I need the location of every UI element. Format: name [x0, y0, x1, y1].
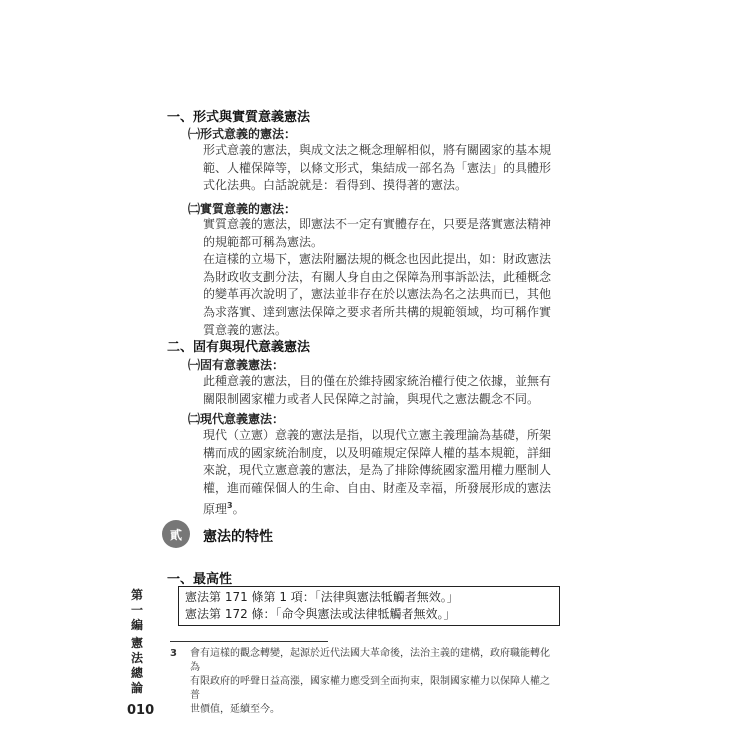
text-fragment: 原理	[203, 502, 228, 517]
text-line: 關限制國家權力或者人民保障之討論，與現代之憲法觀念不同。	[203, 391, 540, 406]
text-line: 為求落實、達到憲法保障之要求者所共構的規範領域，均可稱作實	[203, 304, 552, 319]
footnote-reference[interactable]: 3	[227, 501, 233, 511]
text-line: 在這樣的立場下，憲法附屬法規的概念也因此提出，如：財政憲法	[203, 252, 552, 267]
footnote-divider	[170, 641, 328, 642]
text-line: 實質意義的憲法，即憲法不一定有實體存在，只要是落實憲法精神	[203, 217, 552, 231]
text-line: 來說，現代立憲意義的憲法，是為了排除傳統國家濫用權力壓制人	[203, 463, 552, 478]
text-line: 構而成的國家統治制度，以及明確規定保障人權的基本規範，詳細	[203, 445, 552, 460]
text-line: 為財政收支劃分法，有關人身自由之保障為刑事訴訟法，此種概念	[203, 269, 552, 284]
text-line: 權，進而確保個人的生命、自由、財產及幸福，所發展形成的憲法	[203, 480, 552, 495]
footnote-line: 有限政府的呼聲日益高漲，國家權力應受到全面拘束，限制國家權力以保障人權之普	[190, 676, 550, 701]
subheading-formal: ㈠形式意義的憲法：	[188, 127, 297, 141]
section-heading-2: 二、固有與現代意義憲法	[167, 340, 311, 355]
article-line: 憲法第 172 條：「命令與憲法或法律牴觸者無效。」	[185, 607, 456, 621]
footnote-text	[190, 647, 555, 717]
subheading-modern: ㈡現代意義憲法：	[188, 412, 285, 426]
text-line: 此種意義的憲法，目的僅在於維持國家統治權行使之依據，並無有	[203, 374, 552, 388]
footnote-mark: 3	[170, 648, 177, 659]
subheading-substantive: ㈡實質意義的憲法：	[188, 202, 297, 216]
sidebar-part-label: 第一編	[130, 588, 143, 632]
footnote-line: 會有這樣的觀念轉變，起源於近代法國大革命後，法治主義的建構，政府職能轉化為	[190, 648, 550, 673]
paragraph-substantive	[203, 216, 563, 339]
section-heading-1: 一、形式與實質意義憲法	[167, 110, 311, 125]
article-quote-box	[178, 586, 560, 626]
text-line: 質意義的憲法。	[203, 322, 288, 337]
page-number: 010	[127, 703, 155, 718]
text-line: 形式意義的憲法，與成文法之概念理解相似，將有關國家的基本規	[203, 143, 552, 157]
text-line: 式化法典。白話說就是：看得到、摸得著的憲法。	[203, 178, 468, 193]
sidebar-part-name: 憲法總論	[130, 636, 143, 695]
text-line: 的規範都可稱為憲法。	[203, 234, 324, 249]
paragraph-modern	[203, 427, 563, 519]
paragraph-formal	[203, 142, 563, 195]
section-heading-3: 一、最高性	[167, 572, 233, 587]
chapter-badge: 貳	[162, 520, 190, 548]
article-line: 憲法第 171 條第 1 項：「法律與憲法牴觸者無效。」	[185, 590, 459, 604]
text-line: 現代（立憲）意義的憲法是指，以現代立憲主義理論為基礎，所架	[203, 428, 552, 442]
paragraph-inherent	[203, 373, 563, 408]
punctuation: 。	[232, 502, 245, 517]
text-line-last	[203, 497, 563, 519]
footnote-line: 世價值，延續至今。	[190, 704, 280, 715]
text-line: 範、人權保障等，以條文形式，集結成一部名為「憲法」的具體形	[203, 160, 552, 175]
subheading-inherent: ㈠固有意義憲法：	[188, 358, 285, 372]
chapter-title: 憲法的特性	[203, 529, 273, 545]
text-line: 的變革再次說明了，憲法並非存在於以憲法為名之法典而已，其他	[203, 287, 552, 302]
